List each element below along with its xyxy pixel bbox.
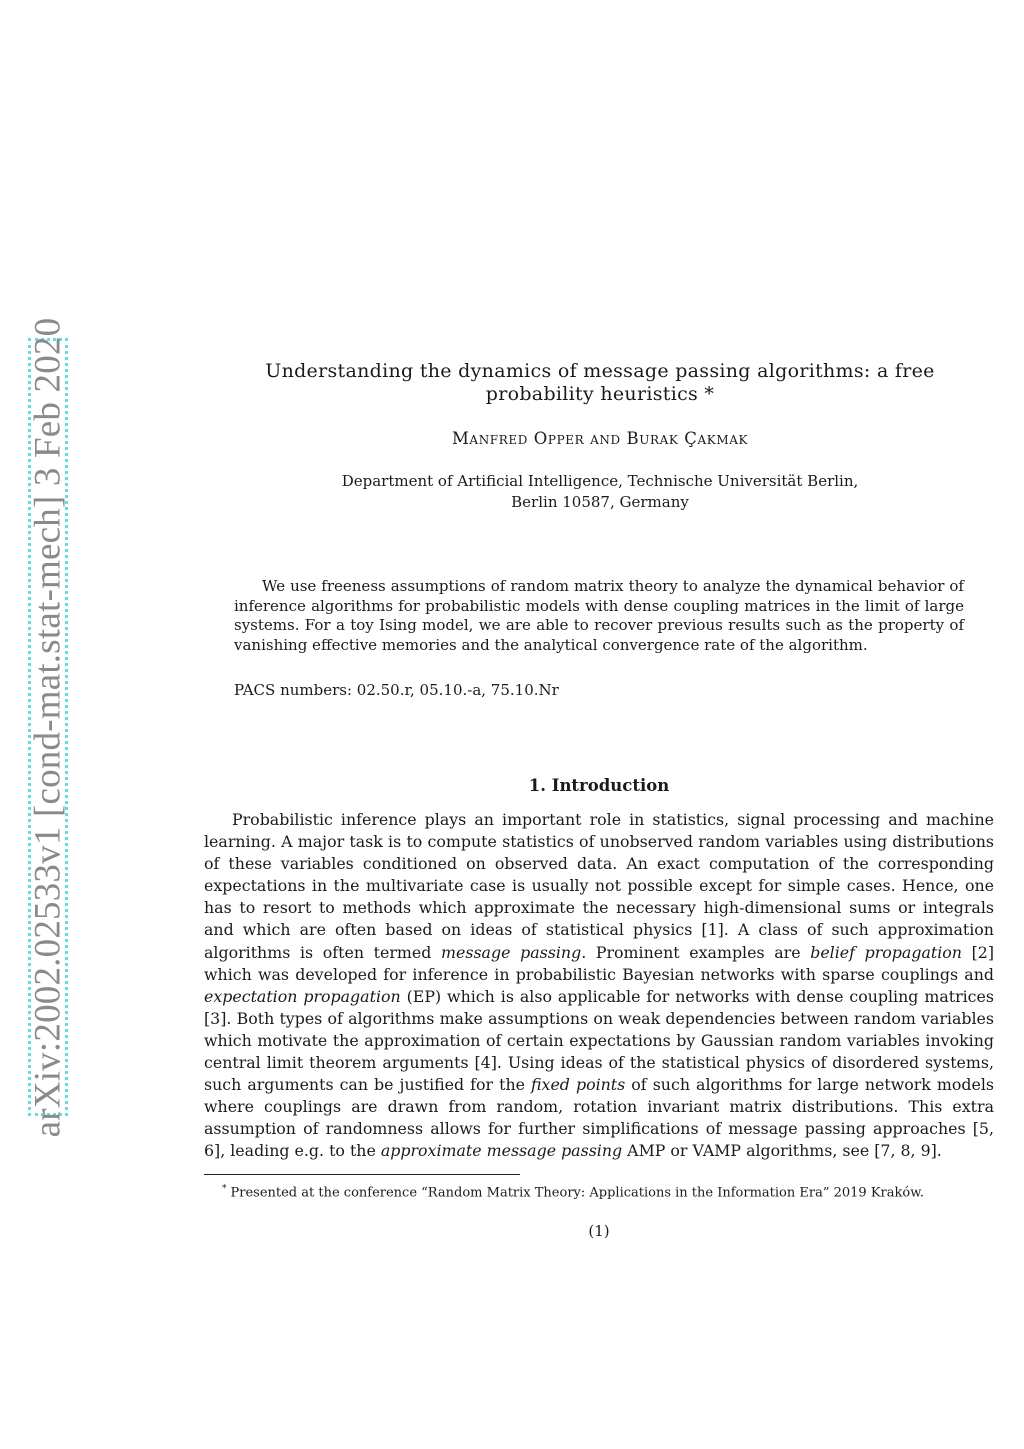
intro-text-6: AMP or VAMP algorithms, see [7, 8, 9].: [622, 1141, 942, 1161]
intro-emphasis-amp: approximate message passing: [380, 1141, 623, 1161]
intro-text-1: Probabilistic inference plays an important role in statistics, signal processing and machine learning. A major task is to compute statistics of unobserved random variables using distributions of these variables conditioned on observed data. An exact computation of the corresponding expectations in the multivariate case is usually not possible except for simple cases. Hence, one has to resort to methods which approximate the necessary high-dimensional sums or integrals and which are often based on ideas of statistical physics [1]. A class of such approximation algorithms is often termed: [204, 810, 994, 962]
footnote-mark: *: [222, 1184, 227, 1194]
author-list: Manfred Opper and Burak Çakmak: [451, 429, 749, 448]
affiliation-line-2: Berlin 10587, Germany: [511, 493, 689, 511]
affiliation: [220, 471, 980, 513]
intro-text-2: . Prominent examples are: [581, 942, 811, 962]
paper-title: Understanding the dynamics of message passing algorithms: a free probability heuristics *: [265, 360, 935, 405]
introduction-paragraph: [204, 809, 994, 1163]
affiliation-line-1: Department of Artificial Intelligence, Technische Universität Berlin,: [341, 472, 859, 490]
footnote-rule: [204, 1174, 520, 1175]
intro-emphasis-expectation-propagation: expectation propagation: [204, 986, 401, 1006]
intro-emphasis-belief-propagation: belief propagation: [810, 942, 962, 962]
pacs-numbers: PACS numbers: 02.50.r, 05.10.-a, 75.10.Nr: [234, 681, 559, 699]
intro-emphasis-fixed-points: fixed points: [531, 1075, 626, 1095]
arxiv-identifier-stamp: [27, 317, 69, 1137]
page-number: (1): [588, 1222, 610, 1240]
footnote: [222, 1180, 1002, 1202]
abstract: We use freeness assumptions of random matrix theory to analyze the dynamical behavior of inference algorithms for probabilistic models with dense coupling matrices in the limit of large systems. For a toy Ising model, we are able to recover previous results such as the property of vanishing effective memories and the analytical convergence rate of the algorithm.: [234, 577, 964, 654]
intro-text-3: [2] which was developed for inference in probabilistic Bayesian networks with sparse couplings and: [204, 942, 995, 984]
arxiv-identifier-text: arXiv:2002.02533v1 [cond-mat.stat-mech] 3 Feb 2020: [27, 317, 69, 1137]
section-heading-introduction: 1. Introduction: [528, 776, 670, 795]
footnote-text: Presented at the conference “Random Matrix Theory: Applications in the Information Era” 2019 Kraków.: [230, 1185, 924, 1201]
intro-text-4: (EP) which is also applicable for networks with dense coupling matrices [3]. Both types of algorithms make assumptions on weak dependencies between random variables which motivate the approximation of certain expectations by Gaussian random variables invoking central limit theorem arguments [4]. Using ideas of the statistical physics of disordered systems, such arguments can be justified for the: [204, 986, 994, 1095]
intro-emphasis-message-passing: message passing: [441, 942, 582, 962]
intro-text-5: of such algorithms for large network models where couplings are drawn from random, rotation invariant matrix distributions. This extra assumption of randomness allows for further simplifications of message passing approaches [5, 6], leading e.g. to the: [204, 1075, 994, 1161]
